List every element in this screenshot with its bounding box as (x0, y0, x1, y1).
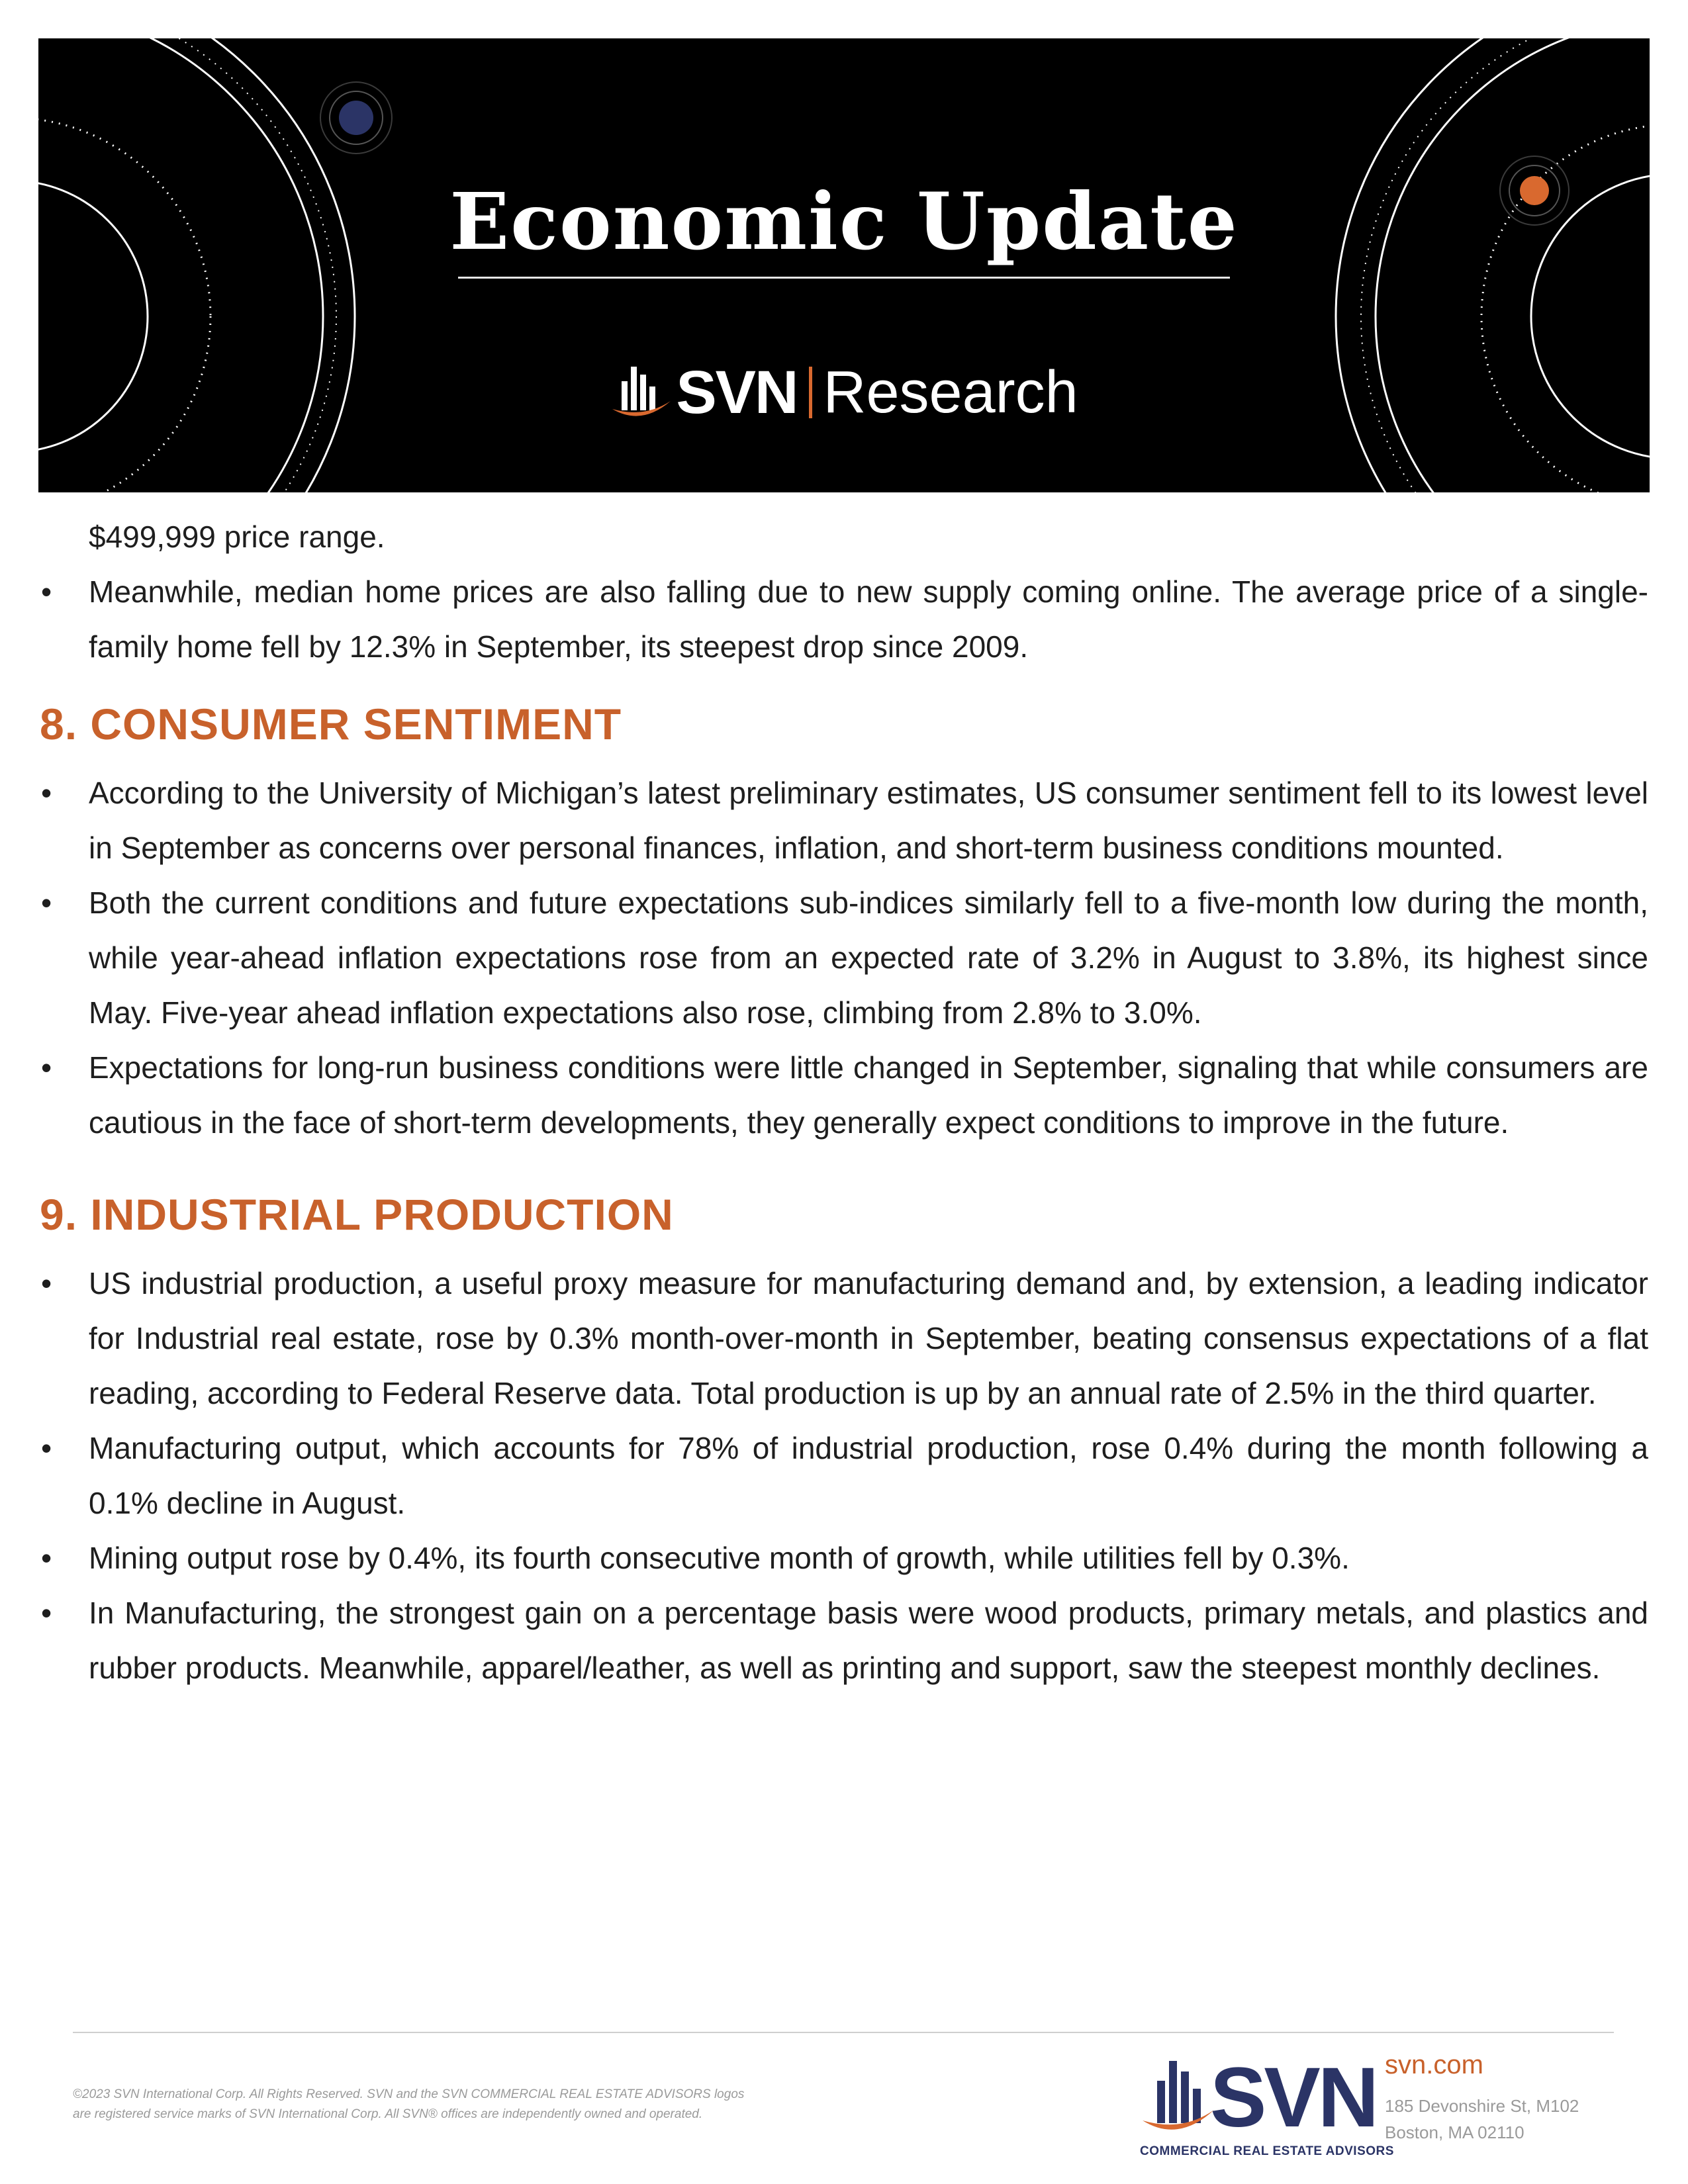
list-item (40, 766, 1648, 876)
bullet-text: Meanwhile, median home prices are also falling due to new supply coming online. The average price of a single-family home fell by 12.3% in September, its steepest drop since 2009. (89, 574, 1648, 664)
intro-bullet-list (40, 565, 1648, 674)
article-body (40, 510, 1648, 1696)
bullet-text: US industrial production, a useful proxy measure for manufacturing demand and, by extension, a leading indicator for Industrial real estate, rose by 0.3% month-over-month in September, beating consensus expectations of a flat reading, according to Federal Reserve data. Total production is up by an annual rate of 2.5% in the third quarter. (89, 1266, 1648, 1410)
list-item (40, 1586, 1648, 1696)
footer-divider (73, 2032, 1614, 2033)
copyright-notice (73, 2085, 933, 2124)
bullet-text: According to the University of Michigan’s latest preliminary estimates, US consumer sentiment fell to its lowest level in September as concerns over personal finances, inflation, and short-term business conditions mounted. (89, 776, 1648, 865)
bullet-icon: • (41, 574, 52, 609)
copyright-line-1: ©2023 SVN International Corp. All Rights Reserved. SVN and the SVN COMMERCIAL REAL ESTATE ADVISORS logos (73, 2087, 745, 2101)
brand-separator (809, 367, 812, 418)
office-address (1385, 2093, 1579, 2146)
list-item (40, 565, 1648, 674)
list-item (40, 1531, 1648, 1586)
industrial-production-list (40, 1256, 1648, 1696)
bullet-icon: • (41, 1596, 52, 1630)
list-item (40, 876, 1648, 1040)
logo-text: SVN (1210, 2050, 1377, 2145)
svn-research-logo (38, 356, 1650, 429)
navy-planet-icon (316, 78, 396, 158)
address-line-1: 185 Devonshire St, M102 (1385, 2096, 1579, 2116)
svn-bars-icon (1139, 2054, 1215, 2140)
logo-tagline: COMMERCIAL REAL ESTATE ADVISORS (1140, 2144, 1394, 2158)
copyright-line-2: are registered service marks of SVN International Corp. All SVN® offices are independently owned and operated. (73, 2107, 703, 2121)
section-heading-consumer-sentiment: 8. CONSUMER SENTIMENT (40, 700, 622, 749)
bullet-text: Mining output rose by 0.4%, its fourth consecutive month of growth, while utilities fell by 0.3%. (89, 1541, 1350, 1575)
bullet-icon: • (41, 776, 52, 810)
brand-name: SVN (676, 358, 798, 426)
svn-bars-icon (610, 363, 673, 422)
title-divider (458, 277, 1230, 279)
bullet-icon: • (41, 886, 52, 920)
section-heading-industrial-production: 9. INDUSTRIAL PRODUCTION (40, 1190, 674, 1239)
header-banner (38, 38, 1650, 492)
bullet-text: In Manufacturing, the strongest gain on a percentage basis were wood products, primary metals, and plastics and rubber products. Meanwhile, apparel/leather, as well as printing and support, saw the steepest monthly declines. (89, 1596, 1648, 1685)
address-line-2: Boston, MA 02110 (1385, 2122, 1524, 2142)
consumer-sentiment-list (40, 766, 1648, 1150)
continuation-text: $499,999 price range. (89, 520, 385, 554)
list-item (40, 1040, 1648, 1150)
bullet-text: Expectations for long-run business conditions were little changed in September, signaling that while consumers are cautious in the face of short-term developments, they generally expect conditions to improve in the future. (89, 1050, 1648, 1140)
svn-footer-logo[interactable] (1136, 2045, 1394, 2164)
bullet-icon: • (41, 1050, 52, 1085)
bullet-text: Manufacturing output, which accounts for 78% of industrial production, rose 0.4% during the month following a 0.1% decline in August. (89, 1431, 1648, 1520)
list-item (40, 1421, 1648, 1531)
bullet-icon: • (41, 1266, 52, 1300)
page-title: Economic Update (449, 175, 1239, 267)
website-link[interactable]: svn.com (1385, 2050, 1483, 2079)
list-item (40, 1256, 1648, 1421)
bullet-icon: • (41, 1541, 52, 1575)
brand-division: Research (823, 359, 1078, 426)
bullet-icon: • (41, 1431, 52, 1465)
bullet-text: Both the current conditions and future expectations sub-indices similarly fell to a five-month low during the month, while year-ahead inflation expectations rose from an expected rate of 3.2% in August to 3.8%, its highest since May. Five-year ahead inflation expectations also rose, climbing from 2.8% to 3.0%. (89, 886, 1648, 1030)
